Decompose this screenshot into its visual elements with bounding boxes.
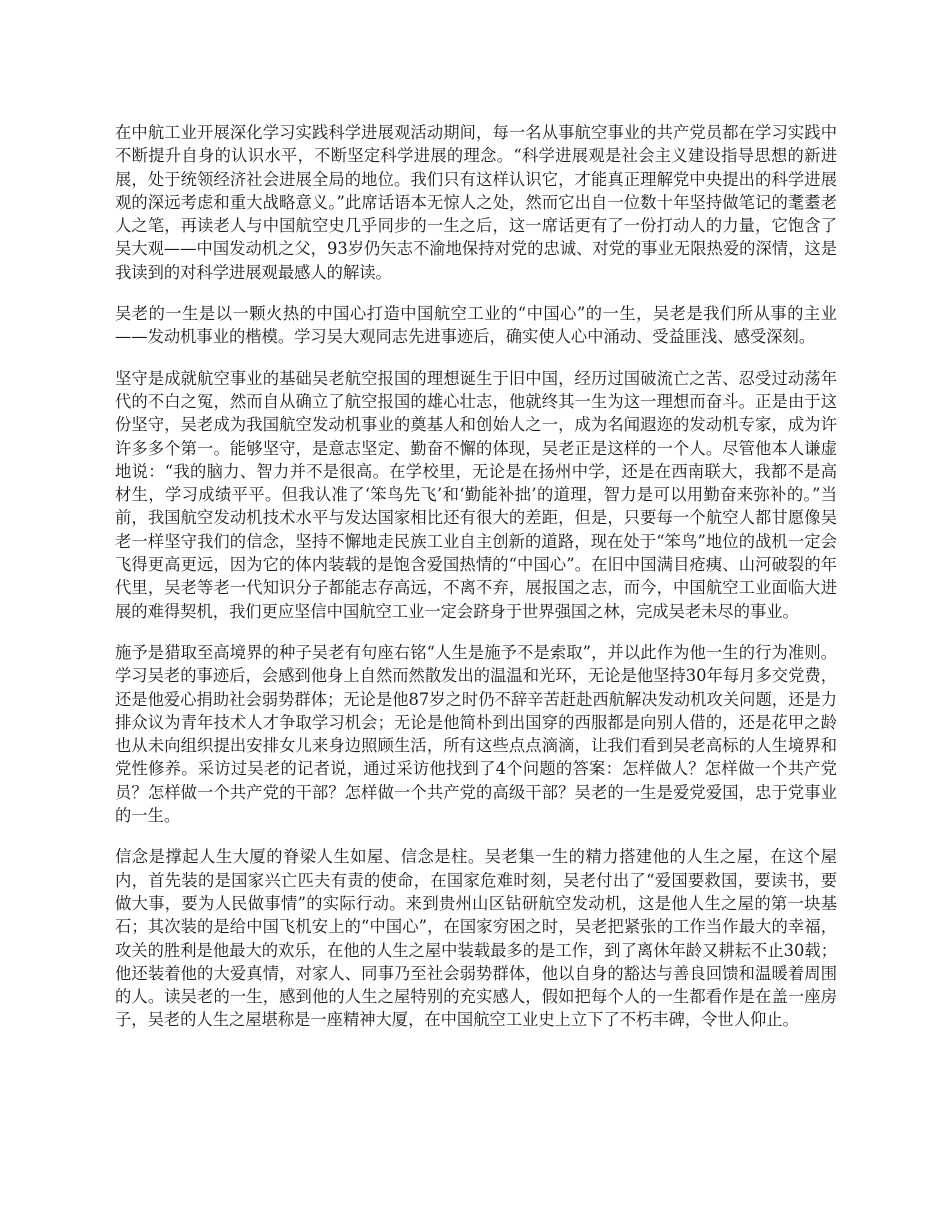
paragraph-perseverance: 坚守是成就航空事业的基础吴老航空报国的理想诞生于旧中国，经历过国破流亡之苦、忍受过动荡年代的不白之冤，然而自从确立了航空报国的雄心壮志，他就终其一生为这一理想而奋斗。正是由于这份坚守，吴老成为我国航空发动机事业的奠基人和创始人之一，成为名闻遐迩的发动机专家，成为许许多多个第一。能够坚守，是意志坚定、勤奋不懈的体现，吴老正是这样的一个人。尽管他本人谦虚地说：“我的脑力、智力并不是很高。在学校里，无论是在扬州中学，还是在西南联大，我都不是高材生，学习成绩平平。但我认准了‘笨鸟先飞’和‘勤能补拙’的道理，智力是可以用勤奋来弥补的。”当前，我国航空发动机技术水平与发达国家相比还有很大的差距，但是，只要每一个航空人都甘愿像吴老一样坚守我们的信念，坚持不懈地走民族工业自主创新的道路，现在处于“笨鸟”地位的战机一定会飞得更高更远，因为它的体内装载的是饱含爱国热情的“中国心”。在旧中国满目疮痍、山河破裂的年代里，吴老等老一代知识分子都能志存高远，不离不弃，展报国之志，而今，中国航空工业面临大进展的难得契机，我们更应坚信中国航空工业一定会跻身于世界强国之林，完成吴老未尽的事业。 [115, 368, 837, 621]
document-body [115, 121, 837, 1050]
paragraph-giving: 施予是猎取至高境界的种子吴老有句座右铭“人生是施予不是索取”，并以此作为他一生的行为准则。学习吴老的事迹后，会感到他身上自然而然散发出的温温和光环，无论是他坚持30年每月多交党费，还是他爱心捐助社会弱势群体；无论是他87岁之时仍不辞辛苦赶赴西航解决发动机攻关问题，还是力排众议为青年技术人才争取学习机会；无论是他简朴到出国穿的西服都是向别人借的，还是花甲之龄也从未向组织提出安排女儿来身边照顾生活，所有这些点点滴滴，让我们看到吴老高标的人生境界和党性修养。采访过吴老的记者说，通过采访他找到了4个问题的答案：怎样做人？怎样做一个共产党员？怎样做一个共产党的干部？怎样做一个共产党的高级干部？吴老的一生是爱党爱国，忠于党事业的一生。 [115, 642, 837, 826]
paragraph-chinese-heart: 吴老的一生是以一颗火热的中国心打造中国航空工业的“中国心”的一生，吴老是我们所从事的主业——发动机事业的楷模。学习吴大观同志先进事迹后，确实使人心中涌动、受益匪浅、感受深刻。 [115, 304, 837, 347]
paragraph-belief: 信念是撑起人生大厦的脊梁人生如屋、信念是柱。吴老集一生的精力搭建他的人生之屋，在这个屋内，首先装的是国家兴亡匹夫有责的使命，在国家危难时刻，吴老付出了“爱国要救国，要读书，要做大事，要为人民做事情”的实际行动。来到贵州山区钻研航空发动机，这是他人生之屋的第一块基石；其次装的是给中国飞机安上的“中国心”，在国家穷困之时，吴老把紧张的工作当作最大的幸福，攻关的胜利是他最大的欢乐，在他的人生之屋中装载最多的是工作，到了离休年龄又耕耘不止30载；他还装着他的大爱真情，对家人、同事乃至社会弱势群体，他以自身的豁达与善良回馈和温暖着周围的人。读吴老的一生，感到他的人生之屋特别的充实感人，假如把每个人的一生都看作是在盖一座房子，吴老的人生之屋堪称是一座精神大厦，在中国航空工业史上立下了不朽丰碑，令世人仰止。 [115, 847, 837, 1030]
paragraph-intro: 在中航工业开展深化学习实践科学进展观活动期间，每一名从事航空事业的共产党员都在学习实践中不断提升自身的认识水平，不断坚定科学进展的理念。“科学进展观是社会主义建设指导思想的新进展，处于统领经济社会进展全局的地位。我们只有这样认识它，才能真正理解党中央提出的科学进展观的深远考虑和重大战略意义。”此席话语本无惊人之处，然而它出自一位数十年坚持做笔记的耄耋老人之笔，再读老人与中国航空史几乎同步的一生之后，这一席话更有了一份打动人的力量，它饱含了吴大观——中国发动机之父，93岁仍矢志不渝地保持对党的忠诚、对党的事业无限热爱的深情，这是我读到的对科学进展观最感人的解读。 [115, 123, 837, 282]
